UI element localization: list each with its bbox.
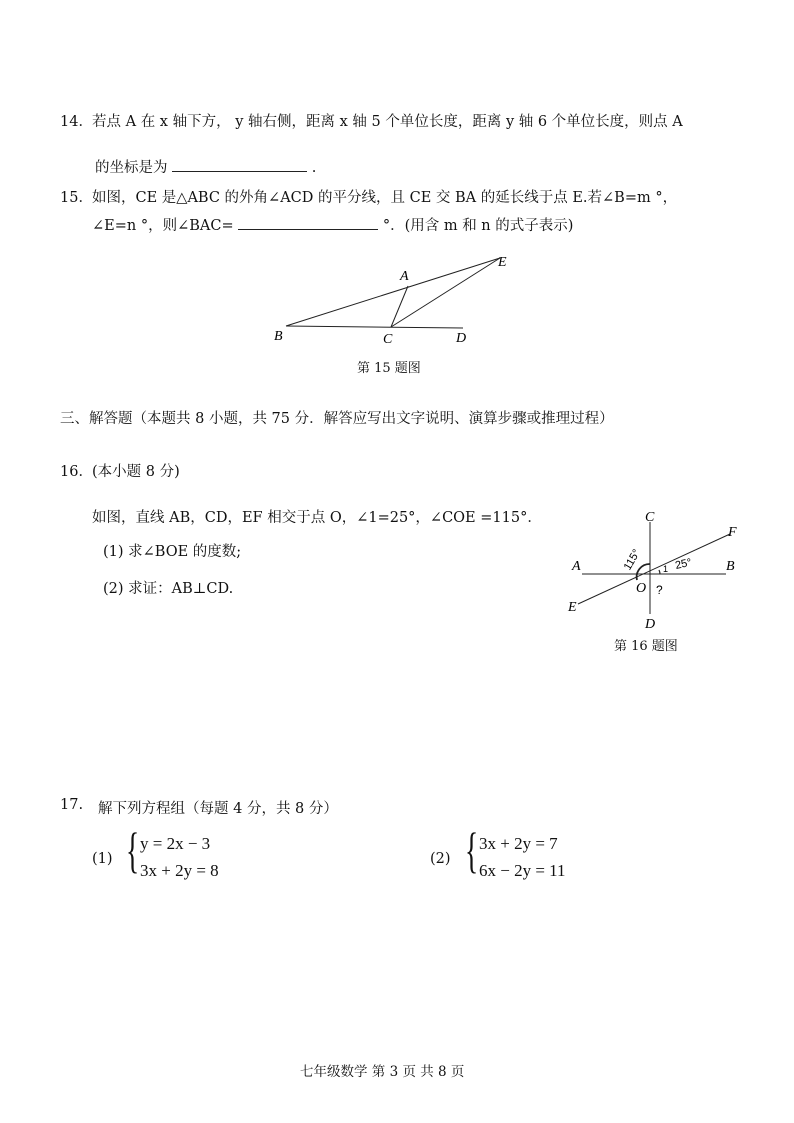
q17-p2-system bbox=[465, 822, 605, 886]
q16-part2: (2) 求证：AB⊥CD. bbox=[103, 581, 234, 597]
section3-heading: 三、解答题（本题共 8 小题，共 75 分．解答应写出文字说明、演算步骤或推理过程） bbox=[60, 411, 614, 427]
q17-p1-brace: { bbox=[126, 822, 140, 878]
q14-end: . bbox=[311, 160, 317, 176]
q16-header: (本小题 8 分) bbox=[92, 464, 180, 480]
q16-mark-1: 1 bbox=[663, 564, 669, 574]
q16-label-C: C bbox=[645, 510, 655, 525]
q15-label-B: B bbox=[274, 329, 283, 344]
q15-label-E: E bbox=[498, 255, 507, 270]
q16-caption: 第 16 题图 bbox=[614, 639, 678, 654]
q17-number: 17. bbox=[60, 797, 84, 813]
page-footer: 七年级数学 第 3 页 共 8 页 bbox=[300, 1064, 465, 1080]
q16-number: 16． bbox=[60, 464, 93, 480]
q16-angle-1-arc bbox=[659, 570, 660, 574]
q16-label-F: F bbox=[728, 525, 737, 540]
q15-label-D: D bbox=[456, 331, 467, 346]
q16-part1: (1) 求∠BOE 的度数; bbox=[103, 544, 242, 560]
q16-label-E: E bbox=[568, 600, 577, 615]
q16-mark-25: 25° bbox=[674, 556, 693, 572]
q15-figure bbox=[268, 248, 518, 348]
q14-line2 bbox=[95, 156, 316, 177]
q16-label-A: A bbox=[572, 559, 581, 574]
q16-figure bbox=[560, 508, 750, 632]
q15-line2b: °．(用含 m 和 n 的式子表示) bbox=[382, 218, 574, 234]
q16-mark-question: ? bbox=[656, 583, 663, 597]
q14-line1: 若点 A 在 x 轴下方， y 轴右侧，距离 x 轴 5 个单位长度，距离 y 轴 6 个单位长度，则点 A bbox=[92, 114, 683, 130]
q14-answer-blank[interactable] bbox=[172, 157, 307, 172]
q14-line2-text: 的坐标是为 bbox=[95, 160, 168, 176]
q16-label-O: O bbox=[636, 581, 647, 596]
q15-line1: 如图，CE 是△ABC 的外角∠ACD 的平分线，且 CE 交 BA 的延长线于点 E.若∠B=m °， bbox=[92, 190, 678, 206]
q17-p2-brace: { bbox=[465, 822, 479, 878]
q15-line-BD bbox=[286, 326, 463, 328]
q17-p1-label: (1) bbox=[92, 851, 113, 867]
q17-p2-label: (2) bbox=[430, 851, 451, 867]
q17-p2-eq1: 3x + 2y = 7 bbox=[479, 834, 558, 853]
q15-line-BE bbox=[286, 258, 500, 326]
q15-caption: 第 15 题图 bbox=[357, 361, 421, 376]
q15-line2a: ∠E=n °，则∠BAC= bbox=[92, 218, 234, 234]
q15-number: 15． bbox=[60, 190, 93, 206]
q15-label-C: C bbox=[383, 332, 393, 347]
q16-label-D: D bbox=[645, 617, 656, 632]
q17-p1-eq1: y = 2x − 3 bbox=[140, 834, 211, 853]
q17-header: 解下列方程组（每题 4 分，共 8 分） bbox=[98, 801, 338, 817]
q15-line2 bbox=[92, 214, 573, 235]
q16-mark-115: 115° bbox=[621, 547, 644, 573]
q15-label-A: A bbox=[400, 269, 409, 284]
q16-line-EF bbox=[578, 534, 730, 604]
q17-p1-system bbox=[126, 822, 266, 886]
q15-answer-blank[interactable] bbox=[238, 215, 378, 230]
q16-label-B: B bbox=[726, 559, 735, 574]
q17-p1-eq2: 3x + 2y = 8 bbox=[140, 861, 219, 880]
q16-text: 如图，直线 AB，CD，EF 相交于点 O，∠1=25°，∠COE =115°． bbox=[92, 510, 542, 526]
q17-p2-eq2: 6x − 2y = 11 bbox=[479, 861, 566, 880]
q14-number: 14． bbox=[60, 114, 93, 130]
